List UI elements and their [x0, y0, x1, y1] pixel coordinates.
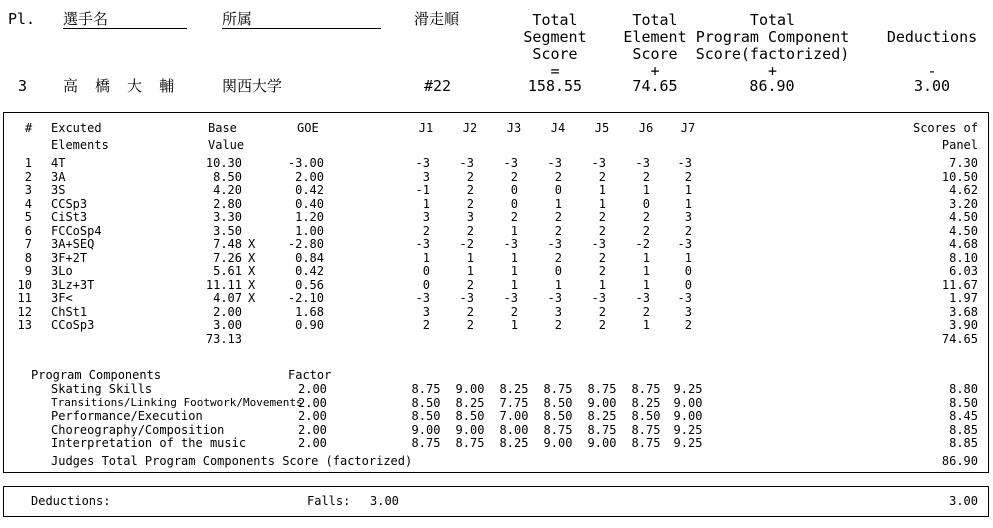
element-judge-5-score: 2 — [598, 264, 606, 278]
element-judge-4-score: 0 — [554, 264, 562, 278]
component-judge-2-score: 9.00 — [455, 422, 485, 437]
component-judge-1-score: 9.00 — [411, 422, 441, 437]
element-goe: 0.42 — [295, 183, 324, 197]
element-judge-6-score: 1 — [642, 277, 650, 292]
element-judge-3-score: 1 — [510, 223, 518, 238]
judge-header-3: J3 — [506, 121, 522, 135]
judge-header-4: J4 — [550, 121, 566, 135]
component-panel-score: 8.80 — [949, 382, 978, 396]
element-judge-1-score: 0 — [422, 277, 430, 292]
element-judge-5-score: 2 — [598, 250, 606, 265]
order-header: 滑走順 — [414, 10, 460, 28]
element-number: 3 — [24, 183, 32, 197]
element-judge-1-score: -3 — [415, 237, 430, 251]
element-judge-3-score: -3 — [503, 237, 518, 251]
element-judge-1-score: 0 — [422, 264, 430, 278]
component-judge-1-score: 8.50 — [411, 395, 441, 410]
element-panel-score: 3.20 — [949, 196, 978, 211]
tes-header: Total Element Score + — [623, 11, 687, 80]
element-judge-2-score: 1 — [466, 264, 474, 278]
component-judge-5-score: 8.25 — [587, 409, 617, 423]
skater-name: 高 橋 大 輔 — [63, 77, 179, 95]
element-judge-6-score: 2 — [642, 169, 650, 184]
element-name: 3Lo — [51, 264, 73, 278]
component-name: Transitions/Linking Footwork/Movements — [51, 395, 303, 409]
component-judge-7-score: 9.25 — [673, 422, 703, 437]
factor-header: Factor — [288, 368, 332, 382]
component-judge-4-score: 8.75 — [543, 382, 573, 396]
element-panel-score: 4.62 — [949, 183, 978, 197]
element-name: CiSt3 — [51, 210, 88, 224]
element-judge-4-score: 0 — [554, 183, 562, 197]
element-name: 3F< — [51, 291, 73, 305]
element-name: FCCoSp4 — [51, 223, 102, 238]
element-x-flag: X — [248, 291, 256, 305]
element-number: 13 — [17, 318, 32, 332]
elements-score-total: 74.65 — [941, 332, 978, 346]
deductions-total: 3.00 — [949, 494, 978, 508]
element-judge-3-score: 2 — [510, 210, 518, 224]
element-panel-score: 11.67 — [941, 277, 978, 292]
element-base-value: 4.20 — [213, 183, 242, 197]
element-judge-2-score: 2 — [466, 196, 474, 211]
club-header: 所属 — [222, 12, 381, 29]
element-judge-7-score: 3 — [684, 304, 692, 319]
element-judge-5-score: 2 — [598, 169, 606, 184]
pcs-header: Total Program Component Score(factorized) + — [695, 11, 850, 80]
judge-header-1: J1 — [418, 121, 434, 135]
component-judge-5-score: 8.75 — [587, 382, 617, 396]
component-judge-3-score: 7.00 — [499, 409, 529, 423]
component-judge-3-score: 7.75 — [499, 395, 529, 410]
element-judge-2-score: 2 — [466, 169, 474, 184]
place-header: Pl. — [8, 10, 36, 28]
judge-header-2: J2 — [462, 121, 478, 135]
element-goe: 1.00 — [295, 223, 324, 238]
element-base-value: 2.80 — [213, 196, 242, 211]
element-judge-6-score: 0 — [642, 196, 650, 211]
element-judge-2-score: 1 — [466, 250, 474, 265]
element-judge-5-score: -3 — [591, 291, 606, 305]
element-number: 9 — [24, 264, 32, 278]
element-judge-6-score: 2 — [642, 210, 650, 224]
component-name: Performance/Execution — [51, 409, 203, 423]
skater-tss: 158.55 — [527, 77, 583, 95]
element-name: CCSp3 — [51, 196, 88, 211]
deductions-header: Deductions - — [886, 28, 978, 80]
component-judge-2-score: 9.00 — [455, 382, 485, 396]
element-judge-7-score: -3 — [677, 156, 692, 170]
element-judge-4-score: 2 — [554, 318, 562, 332]
element-number: 8 — [24, 250, 32, 265]
element-judge-7-score: 0 — [684, 277, 692, 292]
element-base-value: 11.11 — [205, 277, 242, 292]
element-goe: 2.00 — [295, 169, 324, 184]
element-number: 5 — [24, 210, 32, 224]
component-factor: 2.00 — [298, 422, 327, 437]
element-name: 4T — [51, 156, 66, 170]
element-judge-6-score: 1 — [642, 264, 650, 278]
element-judge-6-score: 1 — [642, 250, 650, 265]
judge-header-6: J6 — [638, 121, 654, 135]
element-panel-score: 3.68 — [949, 304, 978, 319]
element-base-value: 7.26 — [213, 250, 242, 265]
element-judge-3-score: 2 — [510, 304, 518, 319]
base-value-total: 73.13 — [205, 332, 242, 346]
element-judge-4-score: 2 — [554, 210, 562, 224]
name-header: 選手名 — [63, 12, 187, 29]
element-goe: 0.42 — [295, 264, 324, 278]
element-name: 3A — [51, 169, 66, 184]
element-judge-2-score: -3 — [459, 291, 474, 305]
element-judge-2-score: 2 — [466, 183, 474, 197]
element-name: ChSt1 — [51, 304, 88, 319]
element-base-value: 3.30 — [213, 210, 242, 224]
element-judge-1-score: 3 — [422, 210, 430, 224]
skater-club: 関西大学 — [222, 77, 283, 95]
element-name: CCoSp3 — [51, 318, 95, 332]
element-goe: 0.84 — [295, 250, 324, 265]
component-judge-4-score: 9.00 — [543, 436, 573, 450]
component-panel-score: 8.45 — [949, 409, 978, 423]
element-judge-3-score: 1 — [510, 264, 518, 278]
element-name: 3Lz+3T — [51, 277, 95, 292]
component-judge-1-score: 8.75 — [411, 436, 441, 450]
element-goe: 1.68 — [295, 304, 324, 319]
element-judge-1-score: 3 — [422, 169, 430, 184]
component-panel-score: 8.85 — [949, 436, 978, 450]
component-factor: 2.00 — [298, 382, 327, 396]
element-panel-score: 1.97 — [949, 291, 978, 305]
component-judge-5-score: 9.00 — [587, 436, 617, 450]
element-judge-2-score: 2 — [466, 318, 474, 332]
element-number: 11 — [17, 291, 32, 305]
element-judge-6-score: 1 — [642, 183, 650, 197]
col-elements-header-2: Elements — [51, 138, 109, 152]
element-judge-2-score: -2 — [459, 237, 474, 251]
element-base-value: 4.07 — [213, 291, 242, 305]
component-factor: 2.00 — [298, 395, 327, 410]
element-judge-6-score: 2 — [642, 223, 650, 238]
element-goe: -3.00 — [287, 156, 324, 170]
component-name: Choreography/Composition — [51, 422, 225, 437]
element-judge-7-score: -3 — [677, 237, 692, 251]
element-judge-4-score: 1 — [554, 277, 562, 292]
element-base-value: 7.48 — [213, 237, 242, 251]
element-judge-6-score: -2 — [635, 237, 650, 251]
element-judge-5-score: 1 — [598, 183, 606, 197]
element-base-value: 2.00 — [213, 304, 242, 319]
element-judge-7-score: 1 — [684, 196, 692, 211]
component-judge-6-score: 8.75 — [631, 436, 661, 450]
skater-tes: 74.65 — [632, 77, 678, 95]
element-judge-5-score: 1 — [598, 196, 606, 211]
element-judge-3-score: 1 — [510, 318, 518, 332]
element-x-flag: X — [248, 277, 256, 292]
element-judge-1-score: -3 — [415, 291, 430, 305]
element-judge-4-score: 3 — [554, 304, 562, 319]
element-judge-7-score: 1 — [684, 250, 692, 265]
component-judge-1-score: 8.50 — [411, 409, 441, 423]
component-panel-score: 8.50 — [949, 395, 978, 410]
component-judge-7-score: 9.00 — [673, 409, 703, 423]
skater-order: #22 — [424, 77, 452, 95]
component-judge-3-score: 8.00 — [499, 422, 529, 437]
element-judge-2-score: 2 — [466, 277, 474, 292]
component-factor: 2.00 — [298, 409, 327, 423]
element-judge-3-score: 1 — [510, 250, 518, 265]
element-judge-3-score: 1 — [510, 277, 518, 292]
element-number: 4 — [24, 196, 32, 211]
falls-value: 3.00 — [370, 494, 399, 508]
element-name: 3F+2T — [51, 250, 88, 265]
col-panel-header-1: Scores of — [912, 121, 978, 135]
element-panel-score: 4.50 — [949, 223, 978, 238]
component-judge-1-score: 8.75 — [411, 382, 441, 396]
component-panel-score: 8.85 — [949, 422, 978, 437]
component-judge-6-score: 8.75 — [631, 382, 661, 396]
element-judge-2-score: 2 — [466, 223, 474, 238]
element-judge-4-score: 1 — [554, 196, 562, 211]
component-judge-4-score: 8.50 — [543, 395, 573, 410]
tss-header: Total Segment Score = — [523, 11, 587, 80]
component-judge-4-score: 8.50 — [543, 409, 573, 423]
component-judge-7-score: 9.25 — [673, 382, 703, 396]
component-judge-2-score: 8.75 — [455, 436, 485, 450]
element-judge-3-score: 0 — [510, 183, 518, 197]
skater-deductions: 3.00 — [913, 77, 951, 95]
element-judge-4-score: -3 — [547, 237, 562, 251]
element-judge-1-score: -1 — [415, 183, 430, 197]
col-goe-header: GOE — [297, 121, 319, 135]
element-judge-5-score: 2 — [598, 210, 606, 224]
falls-label: Falls: — [307, 494, 351, 508]
component-name: Interpretation of the music — [51, 436, 247, 450]
element-base-value: 8.50 — [213, 169, 242, 184]
element-judge-5-score: 2 — [598, 304, 606, 319]
element-judge-7-score: 2 — [684, 318, 692, 332]
element-judge-1-score: 2 — [422, 318, 430, 332]
element-x-flag: X — [248, 250, 256, 265]
element-name: 3S — [51, 183, 66, 197]
element-number: 12 — [17, 304, 32, 319]
element-judge-6-score: 1 — [642, 318, 650, 332]
element-goe: -2.10 — [287, 291, 324, 305]
element-judge-7-score: -3 — [677, 291, 692, 305]
element-judge-6-score: 2 — [642, 304, 650, 319]
element-x-flag: X — [248, 237, 256, 251]
element-judge-7-score: 3 — [684, 210, 692, 224]
element-judge-5-score: 1 — [598, 277, 606, 292]
element-judge-7-score: 2 — [684, 169, 692, 184]
component-judge-7-score: 9.25 — [673, 436, 703, 450]
element-number: 7 — [24, 237, 32, 251]
element-judge-6-score: -3 — [635, 156, 650, 170]
element-judge-1-score: 2 — [422, 223, 430, 238]
element-panel-score: 4.50 — [949, 210, 978, 224]
component-factor: 2.00 — [298, 436, 327, 450]
element-x-flag: X — [248, 264, 256, 278]
element-panel-score: 3.90 — [949, 318, 978, 332]
element-judge-1-score: 3 — [422, 304, 430, 319]
pcs-total-label: Judges Total Program Components Score (factorized) — [51, 454, 413, 468]
element-judge-3-score: 0 — [510, 196, 518, 211]
element-judge-5-score: 2 — [598, 223, 606, 238]
element-judge-5-score: -3 — [591, 237, 606, 251]
element-goe: 0.90 — [295, 318, 324, 332]
col-base-header-1: Base — [208, 121, 237, 135]
component-judge-6-score: 8.25 — [631, 395, 661, 410]
element-judge-2-score: -3 — [459, 156, 474, 170]
component-judge-2-score: 8.50 — [455, 409, 485, 423]
element-panel-score: 6.03 — [949, 264, 978, 278]
element-goe: 0.40 — [295, 196, 324, 211]
element-judge-4-score: 2 — [554, 169, 562, 184]
element-judge-1-score: -3 — [415, 156, 430, 170]
element-judge-3-score: 2 — [510, 169, 518, 184]
deductions-label: Deductions: — [31, 494, 111, 508]
element-panel-score: 8.10 — [949, 250, 978, 265]
element-base-value: 5.61 — [213, 264, 242, 278]
element-number: 2 — [24, 169, 32, 184]
component-judge-4-score: 8.75 — [543, 422, 573, 437]
element-number: 10 — [17, 277, 32, 292]
judge-header-5: J5 — [594, 121, 610, 135]
element-judge-6-score: -3 — [635, 291, 650, 305]
element-judge-1-score: 1 — [422, 250, 430, 265]
col-elements-header-1: Excuted — [51, 121, 102, 135]
pcs-total-value: 86.90 — [941, 454, 978, 468]
element-judge-7-score: 2 — [684, 223, 692, 238]
component-judge-6-score: 8.50 — [631, 409, 661, 423]
component-judge-5-score: 9.00 — [587, 395, 617, 410]
element-judge-4-score: -3 — [547, 156, 562, 170]
element-judge-1-score: 1 — [422, 196, 430, 211]
element-goe: -2.80 — [287, 237, 324, 251]
element-goe: 0.56 — [295, 277, 324, 292]
element-goe: 1.20 — [295, 210, 324, 224]
component-judge-3-score: 8.25 — [499, 436, 529, 450]
component-judge-7-score: 9.00 — [673, 395, 703, 410]
component-name: Skating Skills — [51, 382, 153, 396]
element-panel-score: 4.68 — [949, 237, 978, 251]
components-title: Program Components — [31, 368, 162, 382]
deductions-panel — [3, 486, 989, 517]
element-judge-7-score: 1 — [684, 183, 692, 197]
element-base-value: 3.00 — [213, 318, 242, 332]
col-panel-header-2: Panel — [941, 138, 978, 152]
element-judge-3-score: -3 — [503, 156, 518, 170]
col-num-header: # — [25, 121, 33, 135]
element-name: 3A+SEQ — [51, 237, 95, 251]
element-number: 6 — [24, 223, 32, 238]
element-judge-3-score: -3 — [503, 291, 518, 305]
component-judge-6-score: 8.75 — [631, 422, 661, 437]
element-number: 1 — [24, 156, 32, 170]
element-judge-5-score: 2 — [598, 318, 606, 332]
element-judge-7-score: 0 — [684, 264, 692, 278]
component-judge-3-score: 8.25 — [499, 382, 529, 396]
element-judge-4-score: 2 — [554, 250, 562, 265]
col-base-header-2: Value — [208, 138, 245, 152]
component-judge-5-score: 8.75 — [587, 422, 617, 437]
component-judge-2-score: 8.25 — [455, 395, 485, 410]
element-base-value: 3.50 — [213, 223, 242, 238]
skater-place: 3 — [18, 77, 28, 95]
element-base-value: 10.30 — [205, 156, 242, 170]
judge-header-7: J7 — [680, 121, 696, 135]
element-judge-4-score: 2 — [554, 223, 562, 238]
element-judge-2-score: 3 — [466, 210, 474, 224]
element-judge-4-score: -3 — [547, 291, 562, 305]
skater-pcs: 86.90 — [749, 77, 795, 95]
element-panel-score: 7.30 — [949, 156, 978, 170]
element-judge-2-score: 2 — [466, 304, 474, 319]
element-panel-score: 10.50 — [941, 169, 978, 184]
element-judge-5-score: -3 — [591, 156, 606, 170]
